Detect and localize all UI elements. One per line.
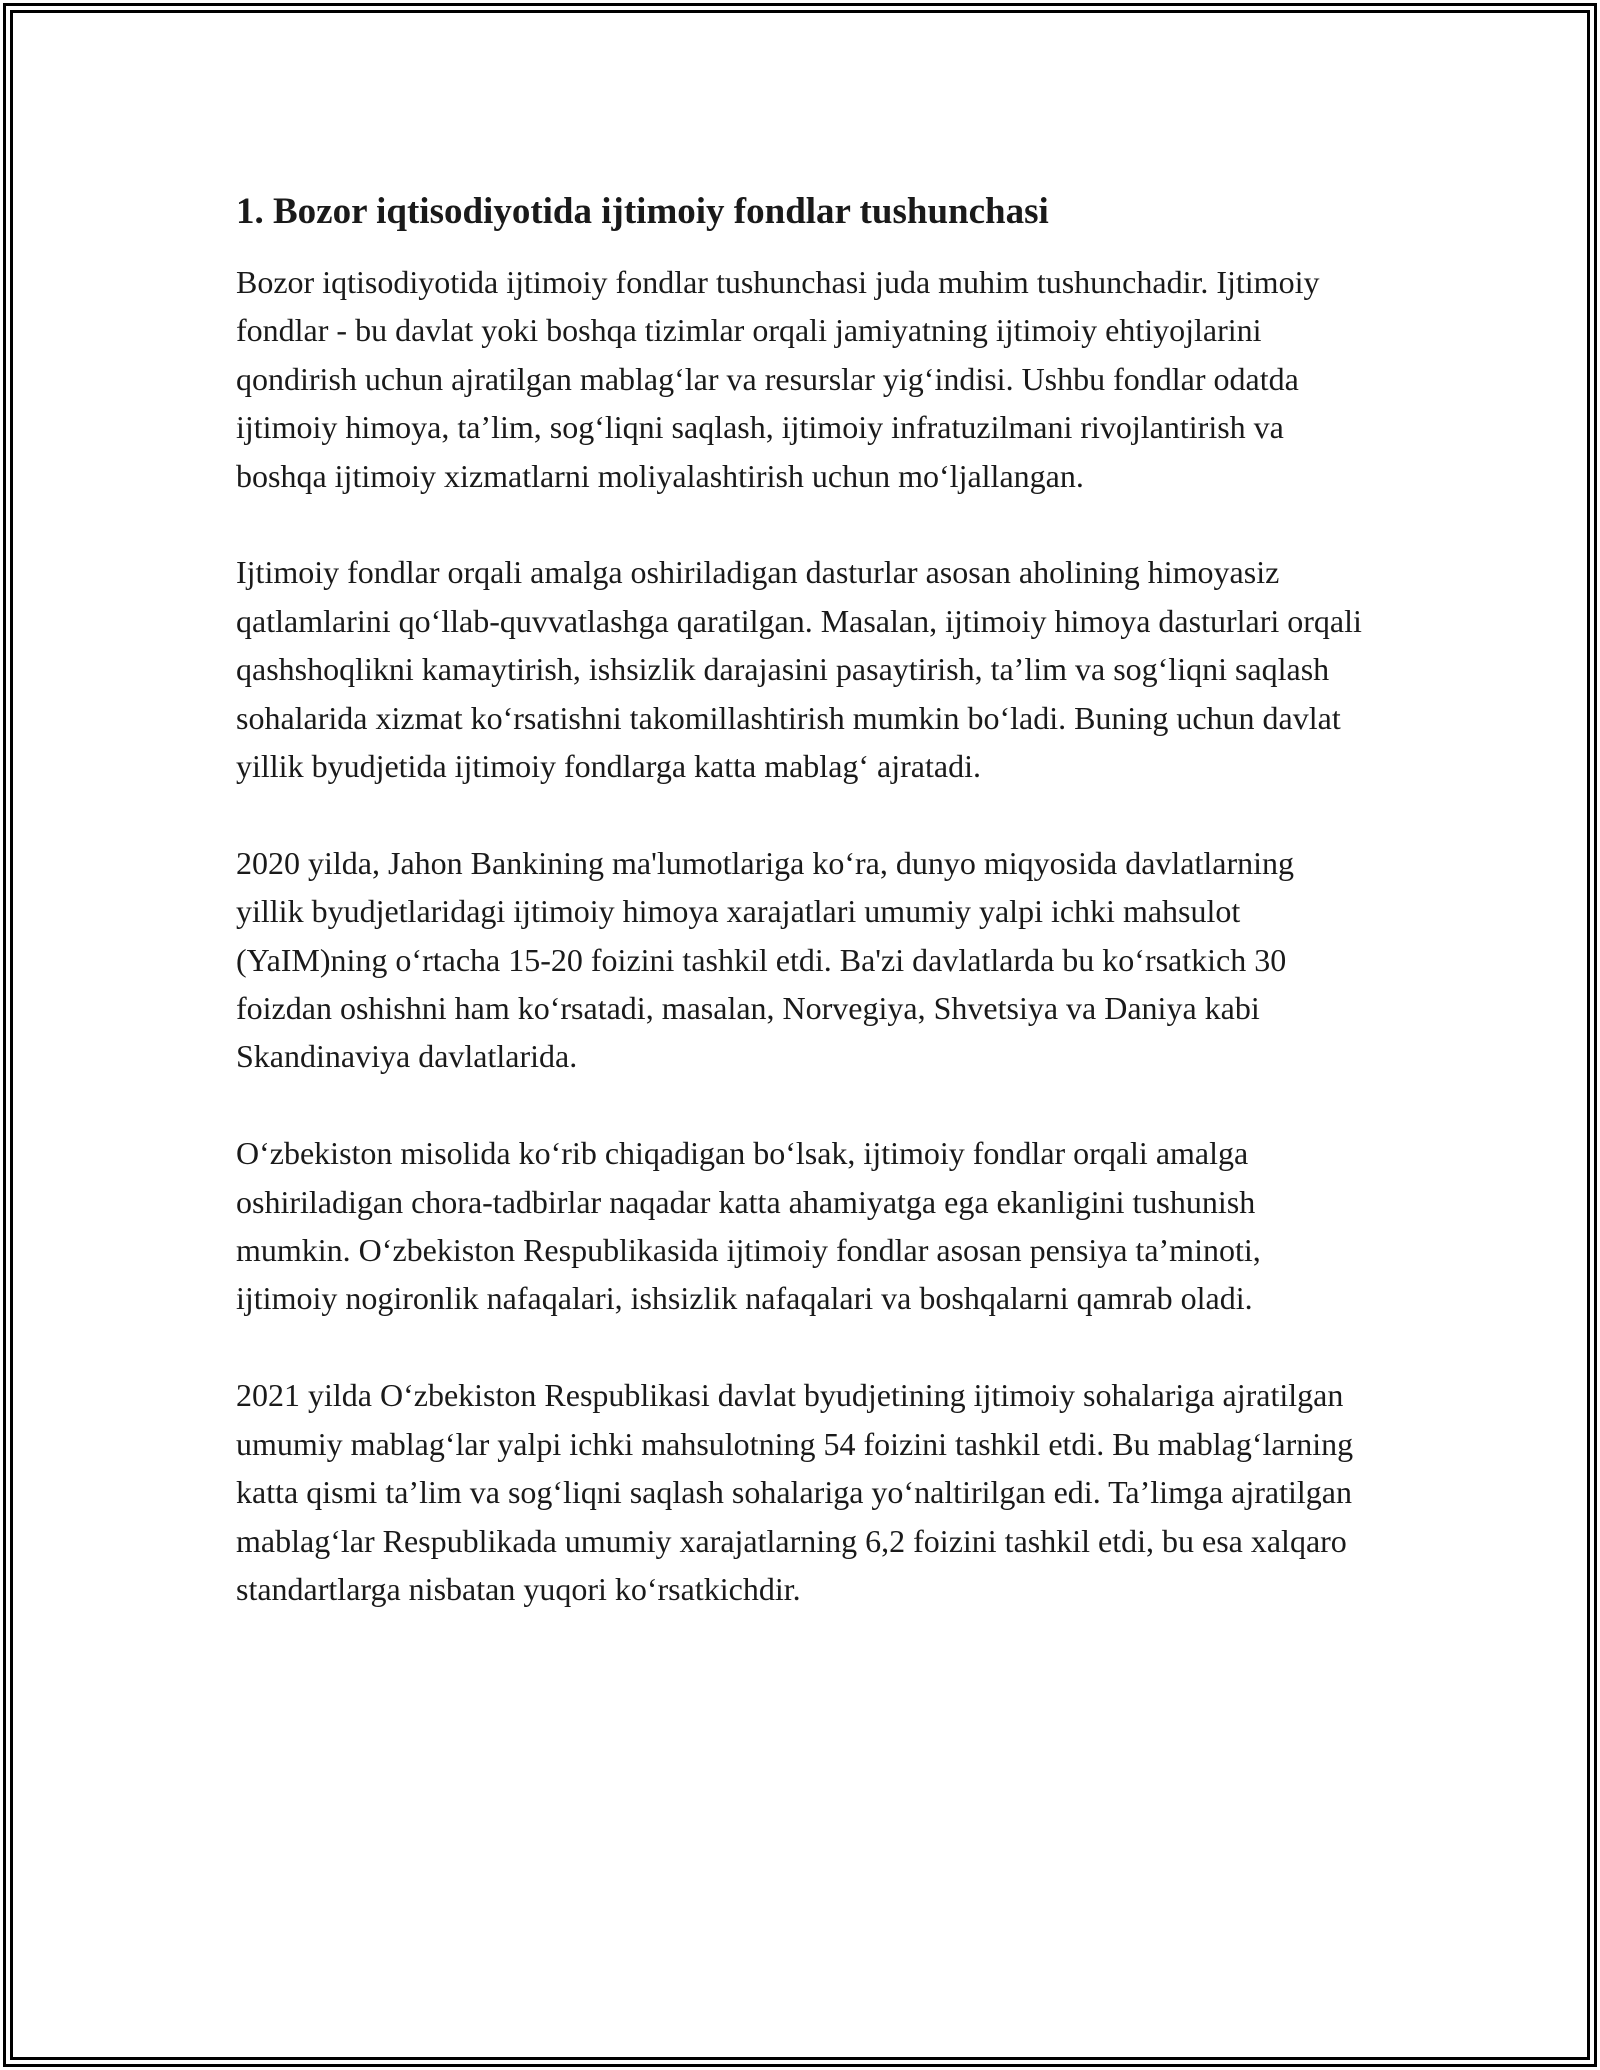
paragraph-3: 2020 yilda, Jahon Bankining ma'lumotlariga ko‘ra, dunyo miqyosida davlatlarning yillik byudjetlaridagi ijtimoiy himoya xarajatlari umumiy yalpi ichki mahsulot (YaIM)ning o‘rtacha 15-20 foizini tashkil etdi. Ba'zi davlatlarda bu ko‘rsatkich 30 foizdan oshishni ham ko‘rsatadi, masalan, Norvegiya, Shvetsiya va Daniya kabi Skandinaviya davlatlarida. <box>236 844 1295 1075</box>
paragraph-1: Bozor iqtisodiyotida ijtimoiy fondlar tushunchasi juda muhim tushunchadir. Ijtimoiy fondlar - bu davlat yoki boshqa tizimlar orqali jamiyatning ijtimoiy ehtiyojlarini qondirish uchun ajratilgan mablag‘lar va resurslar yig‘indisi. Ushbu fondlar odatda ijtimoiy himoya, ta’lim, sog‘liqni saqlash, ijtimoiy infratuzilmani rivojlantirish va boshqa ijtimoiy xizmatlarni moliyalashtirish uchun mo‘ljallangan. <box>236 264 1320 494</box>
paragraph-2: Ijtimoiy fondlar orqali amalga oshiriladigan dasturlar asosan aholining himoyasiz qatlamlarini qo‘llab-quvvatlashga qaratilgan. Masalan, ijtimoiy himoya dasturlari orqali qashshoqlikni kamaytirish, ishsizlik darajasini pasaytirish, ta’lim va sog‘liqni saqlash sohalarida xizmat ko‘rsatishni takomillashtirish mumkin bo‘ladi. Buning uchun davlat yillik byudjetida ijtimoiy fondlarga katta mablag‘ ajratadi. <box>236 554 1362 785</box>
section-heading: 1. Bozor iqtisodiyotida ijtimoiy fondlar tushunchasi <box>236 191 1049 232</box>
paragraph-5: 2021 yilda O‘zbekiston Respublikasi davlat byudjetining ijtimoiy sohalariga ajratilgan umumiy mablag‘lar yalpi ichki mahsulotning 54 foizini tashkil etdi. Bu mablag‘larning katta qismi ta’lim va sog‘liqni saqlash sohalariga yo‘naltirilgan edi. Ta’limga ajratilgan mablag‘lar Respublikada umumiy xarajatlarning 6,2 foizini tashkil etdi, bu esa xalqaro standartlarga nisbatan yuqori ko‘rsatkichdir. <box>236 1377 1354 1607</box>
document-body <box>236 188 1366 1613</box>
paragraph-4: O‘zbekiston misolida ko‘rib chiqadigan bo‘lsak, ijtimoiy fondlar orqali amalga oshiriladigan chora-tadbirlar naqadar katta ahamiyatga ega ekanligini tushunish mumkin. O‘zbekiston Respublikasida ijtimoiy fondlar asosan pensiya ta’minoti, ijtimoiy nogironlik nafaqalari, ishsizlik nafaqalari va boshqalarni qamrab oladi. <box>236 1135 1261 1317</box>
